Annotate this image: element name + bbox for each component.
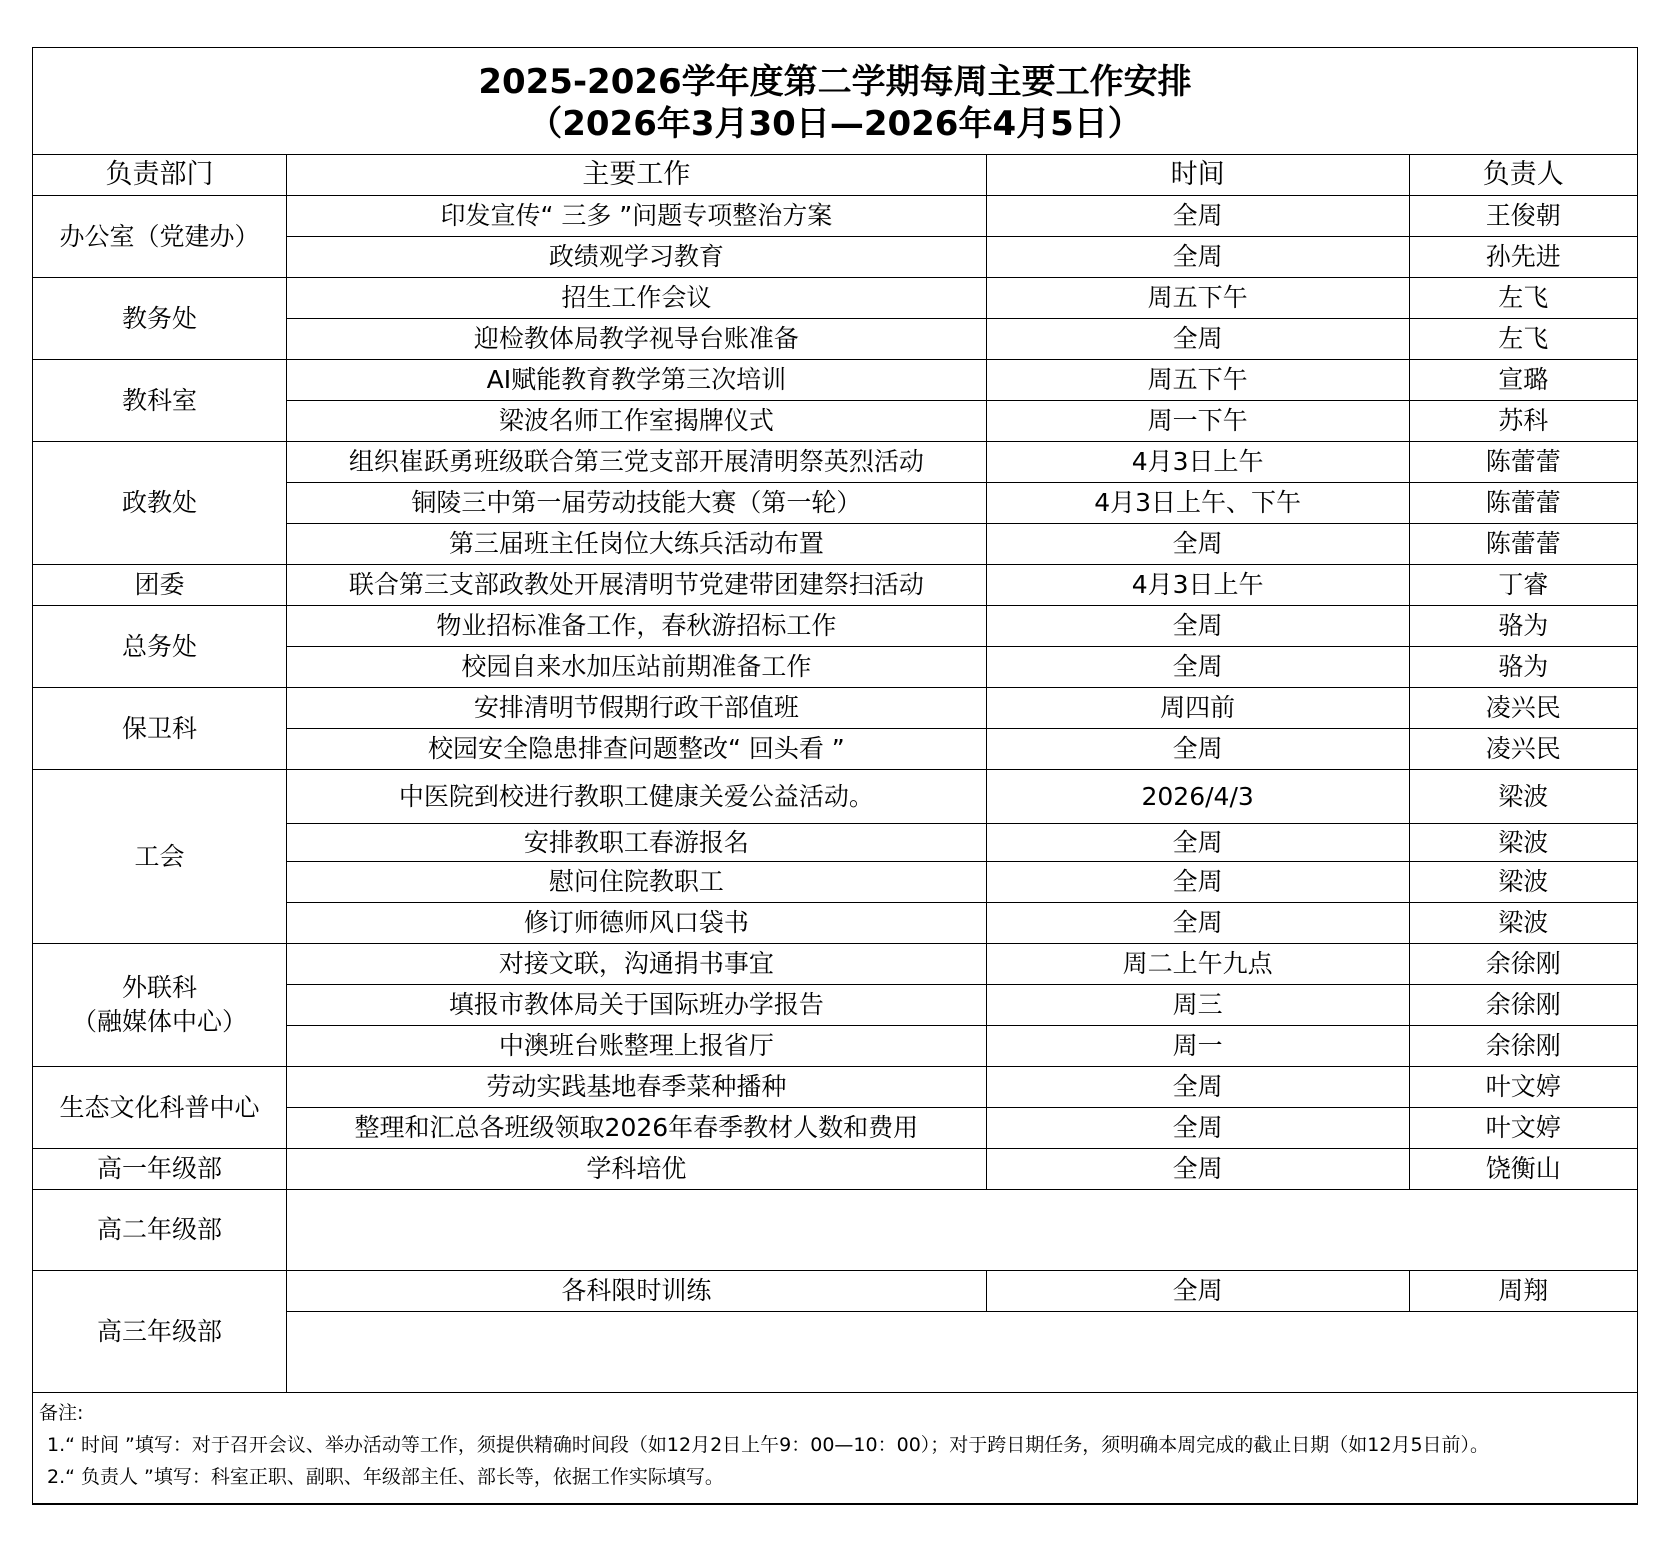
person-cell: 丁睿 bbox=[1409, 565, 1637, 606]
table-row bbox=[33, 565, 1637, 606]
task-cell: 迎检教体局教学视导台账准备 bbox=[286, 319, 986, 360]
time-cell: 全周 bbox=[986, 647, 1409, 688]
title-line-2: （2026年3月30日—2026年4月5日） bbox=[528, 104, 1142, 144]
table-row bbox=[33, 688, 1637, 729]
department-research: 教科室 bbox=[33, 360, 286, 442]
person-cell: 梁波 bbox=[1409, 903, 1637, 944]
task-cell: 第三届班主任岗位大练兵活动布置 bbox=[286, 524, 986, 565]
page-title bbox=[33, 48, 1637, 155]
time-cell: 4月3日上午 bbox=[986, 442, 1409, 483]
task-cell: 整理和汇总各班级领取2026年春季教材人数和费用 bbox=[286, 1108, 986, 1149]
task-cell: 联合第三支部政教处开展清明节党建带团建祭扫活动 bbox=[286, 565, 986, 606]
department-youth: 团委 bbox=[33, 565, 286, 606]
time-cell: 周一下午 bbox=[986, 401, 1409, 442]
time-cell: 周四前 bbox=[986, 688, 1409, 729]
person-cell: 陈蕾蕾 bbox=[1409, 483, 1637, 524]
column-header-department: 负责部门 bbox=[33, 155, 286, 196]
task-cell: 修订师德师风口袋书 bbox=[286, 903, 986, 944]
person-cell: 左飞 bbox=[1409, 319, 1637, 360]
table-row bbox=[33, 770, 1637, 824]
time-cell: 全周 bbox=[986, 1108, 1409, 1149]
person-cell: 宣璐 bbox=[1409, 360, 1637, 401]
note-item-1: 1.“ 时间 ”填写：对于召开会议、举办活动等工作，须提供精确时间段（如12月2日上午9：00—10：00）；对于跨日期任务，须明确本周完成的截止日期（如12月5日前）。 bbox=[47, 1434, 1490, 1456]
department-academic: 教务处 bbox=[33, 278, 286, 360]
department-office: 办公室（党建办） bbox=[33, 196, 286, 278]
time-cell: 全周 bbox=[986, 824, 1409, 862]
department-grade2: 高二年级部 bbox=[33, 1190, 286, 1271]
time-cell: 周三 bbox=[986, 985, 1409, 1026]
time-cell: 全周 bbox=[986, 196, 1409, 237]
notes-heading: 备注: bbox=[39, 1402, 84, 1424]
table-row bbox=[33, 1190, 1637, 1271]
task-cell: 安排教职工春游报名 bbox=[286, 824, 986, 862]
person-cell: 王俊朝 bbox=[1409, 196, 1637, 237]
person-cell: 梁波 bbox=[1409, 824, 1637, 862]
task-cell: 组织崔跃勇班级联合第三党支部开展清明祭英烈活动 bbox=[286, 442, 986, 483]
time-cell: 全周 bbox=[986, 729, 1409, 770]
person-cell: 余徐刚 bbox=[1409, 1026, 1637, 1067]
table-row bbox=[33, 606, 1637, 647]
time-cell: 全周 bbox=[986, 524, 1409, 565]
person-cell: 余徐刚 bbox=[1409, 944, 1637, 985]
task-cell: 校园安全隐患排查问题整改“ 回头看 ” bbox=[286, 729, 986, 770]
task-cell: 校园自来水加压站前期准备工作 bbox=[286, 647, 986, 688]
time-cell: 全周 bbox=[986, 1149, 1409, 1190]
time-cell: 4月3日上午、下午 bbox=[986, 483, 1409, 524]
time-cell: 全周 bbox=[986, 1067, 1409, 1108]
title-line-1: 2025-2026学年度第二学期每周主要工作安排 bbox=[478, 62, 1192, 102]
department-external bbox=[33, 944, 286, 1067]
column-header-time: 时间 bbox=[986, 155, 1409, 196]
time-cell: 周五下午 bbox=[986, 360, 1409, 401]
schedule-table bbox=[33, 48, 1637, 1504]
person-cell: 苏科 bbox=[1409, 401, 1637, 442]
task-cell: 劳动实践基地春季菜种播种 bbox=[286, 1067, 986, 1108]
task-cell: 物业招标准备工作，春秋游招标工作 bbox=[286, 606, 986, 647]
department-ecology: 生态文化科普中心 bbox=[33, 1067, 286, 1149]
person-cell: 陈蕾蕾 bbox=[1409, 442, 1637, 483]
department-grade1: 高一年级部 bbox=[33, 1149, 286, 1190]
task-cell: 招生工作会议 bbox=[286, 278, 986, 319]
time-cell: 全周 bbox=[986, 319, 1409, 360]
column-header-person: 负责人 bbox=[1409, 155, 1637, 196]
person-cell: 梁波 bbox=[1409, 770, 1637, 824]
task-cell: 政绩观学习教育 bbox=[286, 237, 986, 278]
table-row bbox=[33, 196, 1637, 237]
person-cell: 凌兴民 bbox=[1409, 729, 1637, 770]
person-cell: 余徐刚 bbox=[1409, 985, 1637, 1026]
person-cell: 左飞 bbox=[1409, 278, 1637, 319]
person-cell: 饶衡山 bbox=[1409, 1149, 1637, 1190]
table-row bbox=[33, 1067, 1637, 1108]
time-cell: 全周 bbox=[986, 237, 1409, 278]
table-row bbox=[33, 278, 1637, 319]
time-cell: 全周 bbox=[986, 606, 1409, 647]
schedule-sheet bbox=[32, 47, 1638, 1505]
note-item-2: 2.“ 负责人 ”填写：科室正职、副职、年级部主任、部长等，依据工作实际填写。 bbox=[47, 1466, 724, 1488]
person-cell: 骆为 bbox=[1409, 606, 1637, 647]
department-external-line-2: （融媒体中心） bbox=[71, 1007, 247, 1036]
person-cell: 骆为 bbox=[1409, 647, 1637, 688]
empty-task-cell bbox=[286, 1312, 1637, 1393]
table-row bbox=[33, 1271, 1637, 1312]
department-general: 总务处 bbox=[33, 606, 286, 688]
task-cell: 对接文联，沟通捐书事宜 bbox=[286, 944, 986, 985]
person-cell: 陈蕾蕾 bbox=[1409, 524, 1637, 565]
task-cell: 印发宣传“ 三多 ”问题专项整治方案 bbox=[286, 196, 986, 237]
person-cell: 叶文婷 bbox=[1409, 1067, 1637, 1108]
task-cell: 梁波名师工作室揭牌仪式 bbox=[286, 401, 986, 442]
task-cell: 填报市教体局关于国际班办学报告 bbox=[286, 985, 986, 1026]
table-row bbox=[33, 442, 1637, 483]
department-external-line-1: 外联科 bbox=[121, 973, 197, 1002]
task-cell: 中医院到校进行教职工健康关爱公益活动。 bbox=[286, 770, 986, 824]
column-header-task: 主要工作 bbox=[286, 155, 986, 196]
time-cell: 全周 bbox=[986, 1271, 1409, 1312]
empty-task-cell bbox=[286, 1190, 1637, 1271]
person-cell: 周翔 bbox=[1409, 1271, 1637, 1312]
task-cell: AI赋能教育教学第三次培训 bbox=[286, 360, 986, 401]
time-cell: 周一 bbox=[986, 1026, 1409, 1067]
task-cell: 各科限时训练 bbox=[286, 1271, 986, 1312]
department-grade3: 高三年级部 bbox=[33, 1271, 286, 1393]
task-cell: 中澳班台账整理上报省厅 bbox=[286, 1026, 986, 1067]
table-header-row bbox=[33, 155, 1637, 196]
time-cell: 全周 bbox=[986, 862, 1409, 903]
department-union: 工会 bbox=[33, 770, 286, 944]
person-cell: 孙先进 bbox=[1409, 237, 1637, 278]
time-cell: 全周 bbox=[986, 903, 1409, 944]
notes-row bbox=[33, 1393, 1637, 1504]
table-row bbox=[33, 944, 1637, 985]
department-security: 保卫科 bbox=[33, 688, 286, 770]
time-cell: 周二上午九点 bbox=[986, 944, 1409, 985]
table-row bbox=[33, 360, 1637, 401]
person-cell: 梁波 bbox=[1409, 862, 1637, 903]
task-cell: 学科培优 bbox=[286, 1149, 986, 1190]
department-political: 政教处 bbox=[33, 442, 286, 565]
time-cell: 4月3日上午 bbox=[986, 565, 1409, 606]
task-cell: 安排清明节假期行政干部值班 bbox=[286, 688, 986, 729]
table-row bbox=[33, 1149, 1637, 1190]
person-cell: 叶文婷 bbox=[1409, 1108, 1637, 1149]
task-cell: 铜陵三中第一届劳动技能大赛（第一轮） bbox=[286, 483, 986, 524]
task-cell: 慰问住院教职工 bbox=[286, 862, 986, 903]
notes-cell bbox=[33, 1393, 1637, 1504]
person-cell: 凌兴民 bbox=[1409, 688, 1637, 729]
time-cell: 2026/4/3 bbox=[986, 770, 1409, 824]
time-cell: 周五下午 bbox=[986, 278, 1409, 319]
